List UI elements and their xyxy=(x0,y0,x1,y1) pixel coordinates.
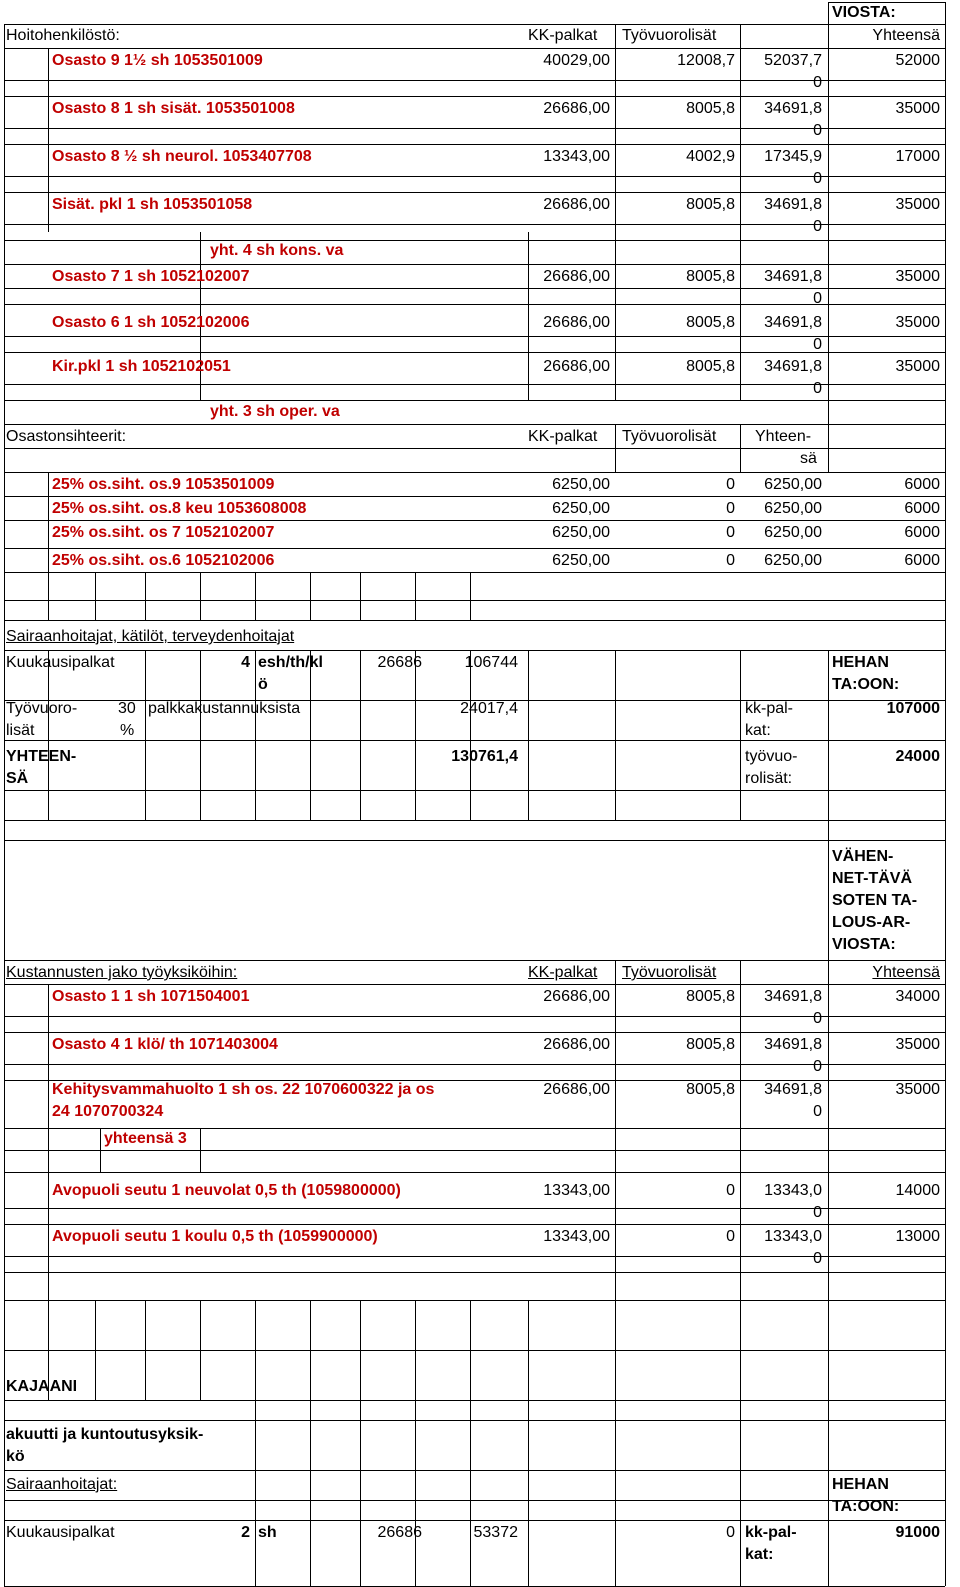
col-line xyxy=(528,1300,529,1400)
grid-line xyxy=(4,960,945,961)
unit: esh/th/kl xyxy=(258,654,323,671)
col-header-yht: Yhteen- xyxy=(755,428,812,445)
row-yht: 52037,7 xyxy=(764,52,822,69)
row-kk: 13343,00 xyxy=(543,1182,610,1199)
grid-line xyxy=(4,548,945,549)
row-yht-cont: 0 xyxy=(813,1010,822,1027)
row-tyo: 8005,8 xyxy=(686,1081,735,1098)
vahen-label: VIOSTA: xyxy=(832,936,896,953)
row-yht-cont: 0 xyxy=(813,74,822,91)
row-kk: 40029,00 xyxy=(543,52,610,69)
vahen-label: SOTEN TA- xyxy=(832,892,918,909)
row-total: 6000 xyxy=(904,524,940,541)
subtotal-label: yhteensä 3 xyxy=(104,1130,187,1147)
row-name: Osasto 9 1½ sh 1053501009 xyxy=(52,52,263,69)
row-kk: 26686,00 xyxy=(543,196,610,213)
row-tyo: 0 xyxy=(726,500,735,517)
grid-line xyxy=(4,264,945,265)
grid-line xyxy=(4,1520,945,1521)
row-total: 35000 xyxy=(895,358,940,375)
col-line xyxy=(255,1300,256,1400)
col-line xyxy=(48,984,49,1172)
row-kk: 26686,00 xyxy=(543,268,610,285)
col-header-yht: Yhteensä xyxy=(872,964,940,981)
col-line xyxy=(470,572,471,620)
label: kk-pal- xyxy=(745,1524,797,1541)
grid-line xyxy=(4,1032,945,1033)
grid-line xyxy=(4,1420,945,1421)
row-kk: 6250,00 xyxy=(552,552,610,569)
row-kk: 6250,00 xyxy=(552,524,610,541)
row-yht-cont: 0 xyxy=(813,1204,822,1221)
salary: 26686 xyxy=(377,1524,422,1541)
row-yht: 6250,00 xyxy=(764,500,822,517)
count: 2 xyxy=(241,1524,250,1541)
grid-line xyxy=(4,400,945,401)
grid-line xyxy=(4,496,945,497)
grid-line xyxy=(4,96,945,97)
row-total: 34000 xyxy=(895,988,940,1005)
row-tyo: 12008,7 xyxy=(677,52,735,69)
subtotal-label: yht. 3 sh oper. va xyxy=(210,403,340,420)
row-kk: 26686,00 xyxy=(543,988,610,1005)
col-line xyxy=(95,572,96,620)
col-line xyxy=(470,1300,471,1400)
label: Kuukausipalkat xyxy=(6,654,115,671)
row-tyo: 8005,8 xyxy=(686,196,735,213)
row-kk: 6250,00 xyxy=(552,500,610,517)
row-yht-cont: 0 xyxy=(813,122,822,139)
row-yht: 13343,0 xyxy=(764,1182,822,1199)
row-tyo: 0 xyxy=(726,1228,735,1245)
col-line xyxy=(48,650,49,820)
col-line xyxy=(48,48,49,232)
grid-line xyxy=(4,1172,945,1173)
col-header-kk: KK-palkat xyxy=(528,27,598,44)
row-yht: 6250,00 xyxy=(764,524,822,541)
row-total: 35000 xyxy=(895,268,940,285)
row-yht: 34691,8 xyxy=(764,1081,822,1098)
col-line xyxy=(255,572,256,620)
col-line xyxy=(360,572,361,620)
row-kk: 13343,00 xyxy=(543,1228,610,1245)
col-line xyxy=(740,1400,741,1586)
col-line xyxy=(310,1400,311,1586)
col-line xyxy=(310,572,311,620)
col-line xyxy=(310,1300,311,1400)
col-header-yht: Yhteensä xyxy=(872,27,940,44)
value: 0 xyxy=(726,1524,735,1541)
grid-line xyxy=(4,472,945,473)
row-name: 25% os.siht. os 7 1052102007 xyxy=(52,524,275,541)
value: 107000 xyxy=(886,700,940,717)
label-cont: lisät xyxy=(6,722,35,739)
row-total: 6000 xyxy=(904,476,940,493)
col-line xyxy=(828,1300,829,1400)
col-line xyxy=(615,1400,616,1586)
col-header-yht-cont: sä xyxy=(800,450,817,467)
viosta-header: VIOSTA: xyxy=(832,4,896,21)
row-tyo: 0 xyxy=(726,552,735,569)
vahen-label: NET-TÄVÄ xyxy=(832,870,912,887)
col-line xyxy=(740,424,741,472)
label: Työvuoro- xyxy=(6,700,78,717)
col-line xyxy=(360,1400,361,1586)
row-total: 14000 xyxy=(895,1182,940,1199)
row-tyo: 0 xyxy=(726,1182,735,1199)
col-line xyxy=(828,650,829,820)
row-tyo: 0 xyxy=(726,476,735,493)
row-yht: 17345,9 xyxy=(764,148,822,165)
row-yht: 34691,8 xyxy=(764,358,822,375)
col-line xyxy=(615,650,616,820)
row-total: 35000 xyxy=(895,1036,940,1053)
col-line xyxy=(310,650,311,820)
col-line xyxy=(415,572,416,620)
row-name: Kir.pkl 1 sh 1052102051 xyxy=(52,358,231,375)
value: 24017,4 xyxy=(460,700,518,717)
row-total: 35000 xyxy=(895,314,940,331)
col-line xyxy=(145,572,146,620)
col-line xyxy=(828,960,829,1300)
hehan-label: HEHAN xyxy=(832,654,889,671)
pct-cont: % xyxy=(120,722,135,739)
row-yht-cont: 0 xyxy=(813,1250,822,1267)
grid-line xyxy=(4,984,945,985)
grid-line xyxy=(4,144,945,145)
grid-line xyxy=(4,240,945,241)
row-tyo: 8005,8 xyxy=(686,988,735,1005)
row-yht: 34691,8 xyxy=(764,314,822,331)
col-line xyxy=(95,1300,96,1400)
row-yht-cont: 0 xyxy=(813,290,822,307)
col-line xyxy=(415,1400,416,1586)
col-line xyxy=(615,1300,616,1400)
col-line xyxy=(470,1400,471,1586)
row-total: 52000 xyxy=(895,52,940,69)
col-header-kk: KK-palkat xyxy=(528,964,598,981)
value: 130761,4 xyxy=(451,748,518,765)
row-tyo: 8005,8 xyxy=(686,1036,735,1053)
col-line xyxy=(828,424,829,472)
col-line xyxy=(48,572,49,620)
row-name: Osasto 6 1 sh 1052102006 xyxy=(52,314,250,331)
row-yht: 34691,8 xyxy=(764,988,822,1005)
vahen-label: VÄHEN- xyxy=(832,848,894,865)
row-yht: 6250,00 xyxy=(764,476,822,493)
grid-line xyxy=(4,1150,945,1151)
grid-line xyxy=(4,1470,945,1471)
col-line xyxy=(415,650,416,820)
row-kk: 6250,00 xyxy=(552,476,610,493)
label-cont: kö xyxy=(6,1448,25,1465)
row-name-cont: 24 1070700324 xyxy=(52,1103,164,1120)
row-kk: 26686,00 xyxy=(543,314,610,331)
col-line xyxy=(415,1300,416,1400)
col-header-tyo: Työvuorolisät xyxy=(622,964,717,981)
row-name: Avopuoli seutu 1 koulu 0,5 th (1059900000) xyxy=(52,1228,378,1245)
row-kk: 26686,00 xyxy=(543,1036,610,1053)
col-line xyxy=(255,1400,256,1586)
label: palkkakustannuksista xyxy=(148,700,301,717)
row-total: 35000 xyxy=(895,1081,940,1098)
col-line xyxy=(360,1300,361,1400)
row-kk: 26686,00 xyxy=(543,1081,610,1098)
row-name: Osasto 8 1 sh sisät. 1053501008 xyxy=(52,100,295,117)
grid-line xyxy=(4,840,945,841)
label: YHTEEN- xyxy=(6,748,77,765)
label: Sairaanhoitajat: xyxy=(6,1476,118,1493)
row-yht-cont: 0 xyxy=(813,170,822,187)
row-name: Avopuoli seutu 1 neuvolat 0,5 th (1059800000) xyxy=(52,1182,401,1199)
count: 4 xyxy=(241,654,250,671)
grid-line xyxy=(4,820,945,821)
col-line xyxy=(528,1400,529,1586)
row-total: 6000 xyxy=(904,552,940,569)
unit: sh xyxy=(258,1524,277,1541)
salary: 26686 xyxy=(377,654,422,671)
col-line xyxy=(740,1300,741,1400)
row-tyo: 8005,8 xyxy=(686,358,735,375)
subtotal-label: yht. 4 sh kons. va xyxy=(210,242,344,259)
hehan-label: HEHAN xyxy=(832,1476,889,1493)
row-yht-cont: 0 xyxy=(813,380,822,397)
total: 106744 xyxy=(464,654,518,671)
row-total: 13000 xyxy=(895,1228,940,1245)
label: kk-pal- xyxy=(745,700,794,717)
row-tyo: 8005,8 xyxy=(686,100,735,117)
value: 91000 xyxy=(895,1524,940,1541)
col-line xyxy=(360,650,361,820)
section-title: Hoitohenkilöstö: xyxy=(6,27,120,44)
label-cont: kat: xyxy=(745,722,771,739)
grid-line xyxy=(4,192,945,193)
grid-line xyxy=(4,1500,945,1501)
grid-line xyxy=(4,620,945,621)
section-title: Osastonsihteerit: xyxy=(6,428,127,445)
value: 24000 xyxy=(895,748,940,765)
label-cont: kat: xyxy=(745,1546,774,1563)
row-kk: 26686,00 xyxy=(543,100,610,117)
col-line xyxy=(528,650,529,820)
col-line xyxy=(145,650,146,820)
row-name: Osasto 8 ½ sh neurol. 1053407708 xyxy=(52,148,312,165)
label-cont: SÄ xyxy=(6,770,29,787)
row-tyo: 8005,8 xyxy=(686,314,735,331)
col-header-kk: KK-palkat xyxy=(528,428,598,445)
row-yht: 34691,8 xyxy=(764,1036,822,1053)
row-kk: 13343,00 xyxy=(543,148,610,165)
row-name: 25% os.siht. os.8 keu 1053608008 xyxy=(52,500,307,517)
pct: 30 xyxy=(118,700,136,717)
row-name: Osasto 1 1 sh 1071504001 xyxy=(52,988,250,1005)
col-line xyxy=(615,424,616,472)
row-total: 6000 xyxy=(904,500,940,517)
col-line xyxy=(200,1128,201,1172)
sheet-right-border xyxy=(945,2,946,1586)
row-yht-cont: 0 xyxy=(813,1103,822,1120)
row-total: 35000 xyxy=(895,100,940,117)
col-line xyxy=(740,650,741,820)
row-kk: 26686,00 xyxy=(543,358,610,375)
sheet-left-border xyxy=(4,24,5,1586)
row-yht-cont: 0 xyxy=(813,1058,822,1075)
col-line xyxy=(100,1128,101,1172)
row-yht-cont: 0 xyxy=(813,336,822,353)
col-line xyxy=(145,1300,146,1400)
section-title: KAJAANI xyxy=(6,1378,78,1395)
grid-line xyxy=(4,1272,945,1273)
grid-line xyxy=(4,520,945,521)
row-name: Sisät. pkl 1 sh 1053501058 xyxy=(52,196,253,213)
viosta-cell-left xyxy=(828,2,829,24)
col-line xyxy=(200,650,201,820)
col-line xyxy=(48,1172,49,1300)
grid-line xyxy=(4,1224,945,1225)
label: akuutti ja kuntoutusyksik- xyxy=(6,1426,204,1443)
row-total: 17000 xyxy=(895,148,940,165)
row-name: 25% os.siht. os.9 1053501009 xyxy=(52,476,275,493)
row-name: Osasto 7 1 sh 1052102007 xyxy=(52,268,250,285)
col-line xyxy=(255,650,256,820)
section-title: Kustannusten jako työyksiköihin: xyxy=(6,964,238,981)
grid-line xyxy=(4,1400,945,1401)
grid-line xyxy=(4,48,945,49)
label: Kuukausipalkat xyxy=(6,1524,115,1541)
vahen-label: LOUS-AR- xyxy=(832,914,911,931)
row-tyo: 4002,9 xyxy=(686,148,735,165)
row-yht: 13343,0 xyxy=(764,1228,822,1245)
row-tyo: 8005,8 xyxy=(686,268,735,285)
col-line xyxy=(200,1300,201,1400)
total: 53372 xyxy=(473,1524,518,1541)
unit-cont: ö xyxy=(258,676,268,693)
hehan-label-cont: TA:OON: xyxy=(832,1498,900,1515)
hehan-label-cont: TA:OON: xyxy=(832,676,900,693)
row-name: Osasto 4 1 klö/ th 1071403004 xyxy=(52,1036,278,1053)
label: työvuo- xyxy=(745,748,798,765)
row-yht: 6250,00 xyxy=(764,552,822,569)
col-header-tyo: Työvuorolisät xyxy=(622,428,717,445)
row-name: 25% os.siht. os.6 1052102006 xyxy=(52,552,275,569)
row-yht-cont: 0 xyxy=(813,218,822,235)
label-cont: rolisät: xyxy=(745,770,793,787)
row-yht: 34691,8 xyxy=(764,268,822,285)
row-tyo: 0 xyxy=(726,524,735,541)
col-header-tyo: Työvuorolisät xyxy=(622,27,717,44)
section-title: Sairaanhoitajat, kätilöt, terveydenhoitajat xyxy=(6,628,295,645)
col-line xyxy=(200,572,201,620)
row-yht: 34691,8 xyxy=(764,100,822,117)
col-line xyxy=(470,650,471,820)
col-line xyxy=(828,1400,829,1586)
col-line xyxy=(828,820,829,960)
row-name: Kehitysvammahuolto 1 sh os. 22 1070600322 ja os xyxy=(52,1081,435,1098)
grid-line xyxy=(4,424,945,425)
row-total: 35000 xyxy=(895,196,940,213)
row-yht: 34691,8 xyxy=(764,196,822,213)
